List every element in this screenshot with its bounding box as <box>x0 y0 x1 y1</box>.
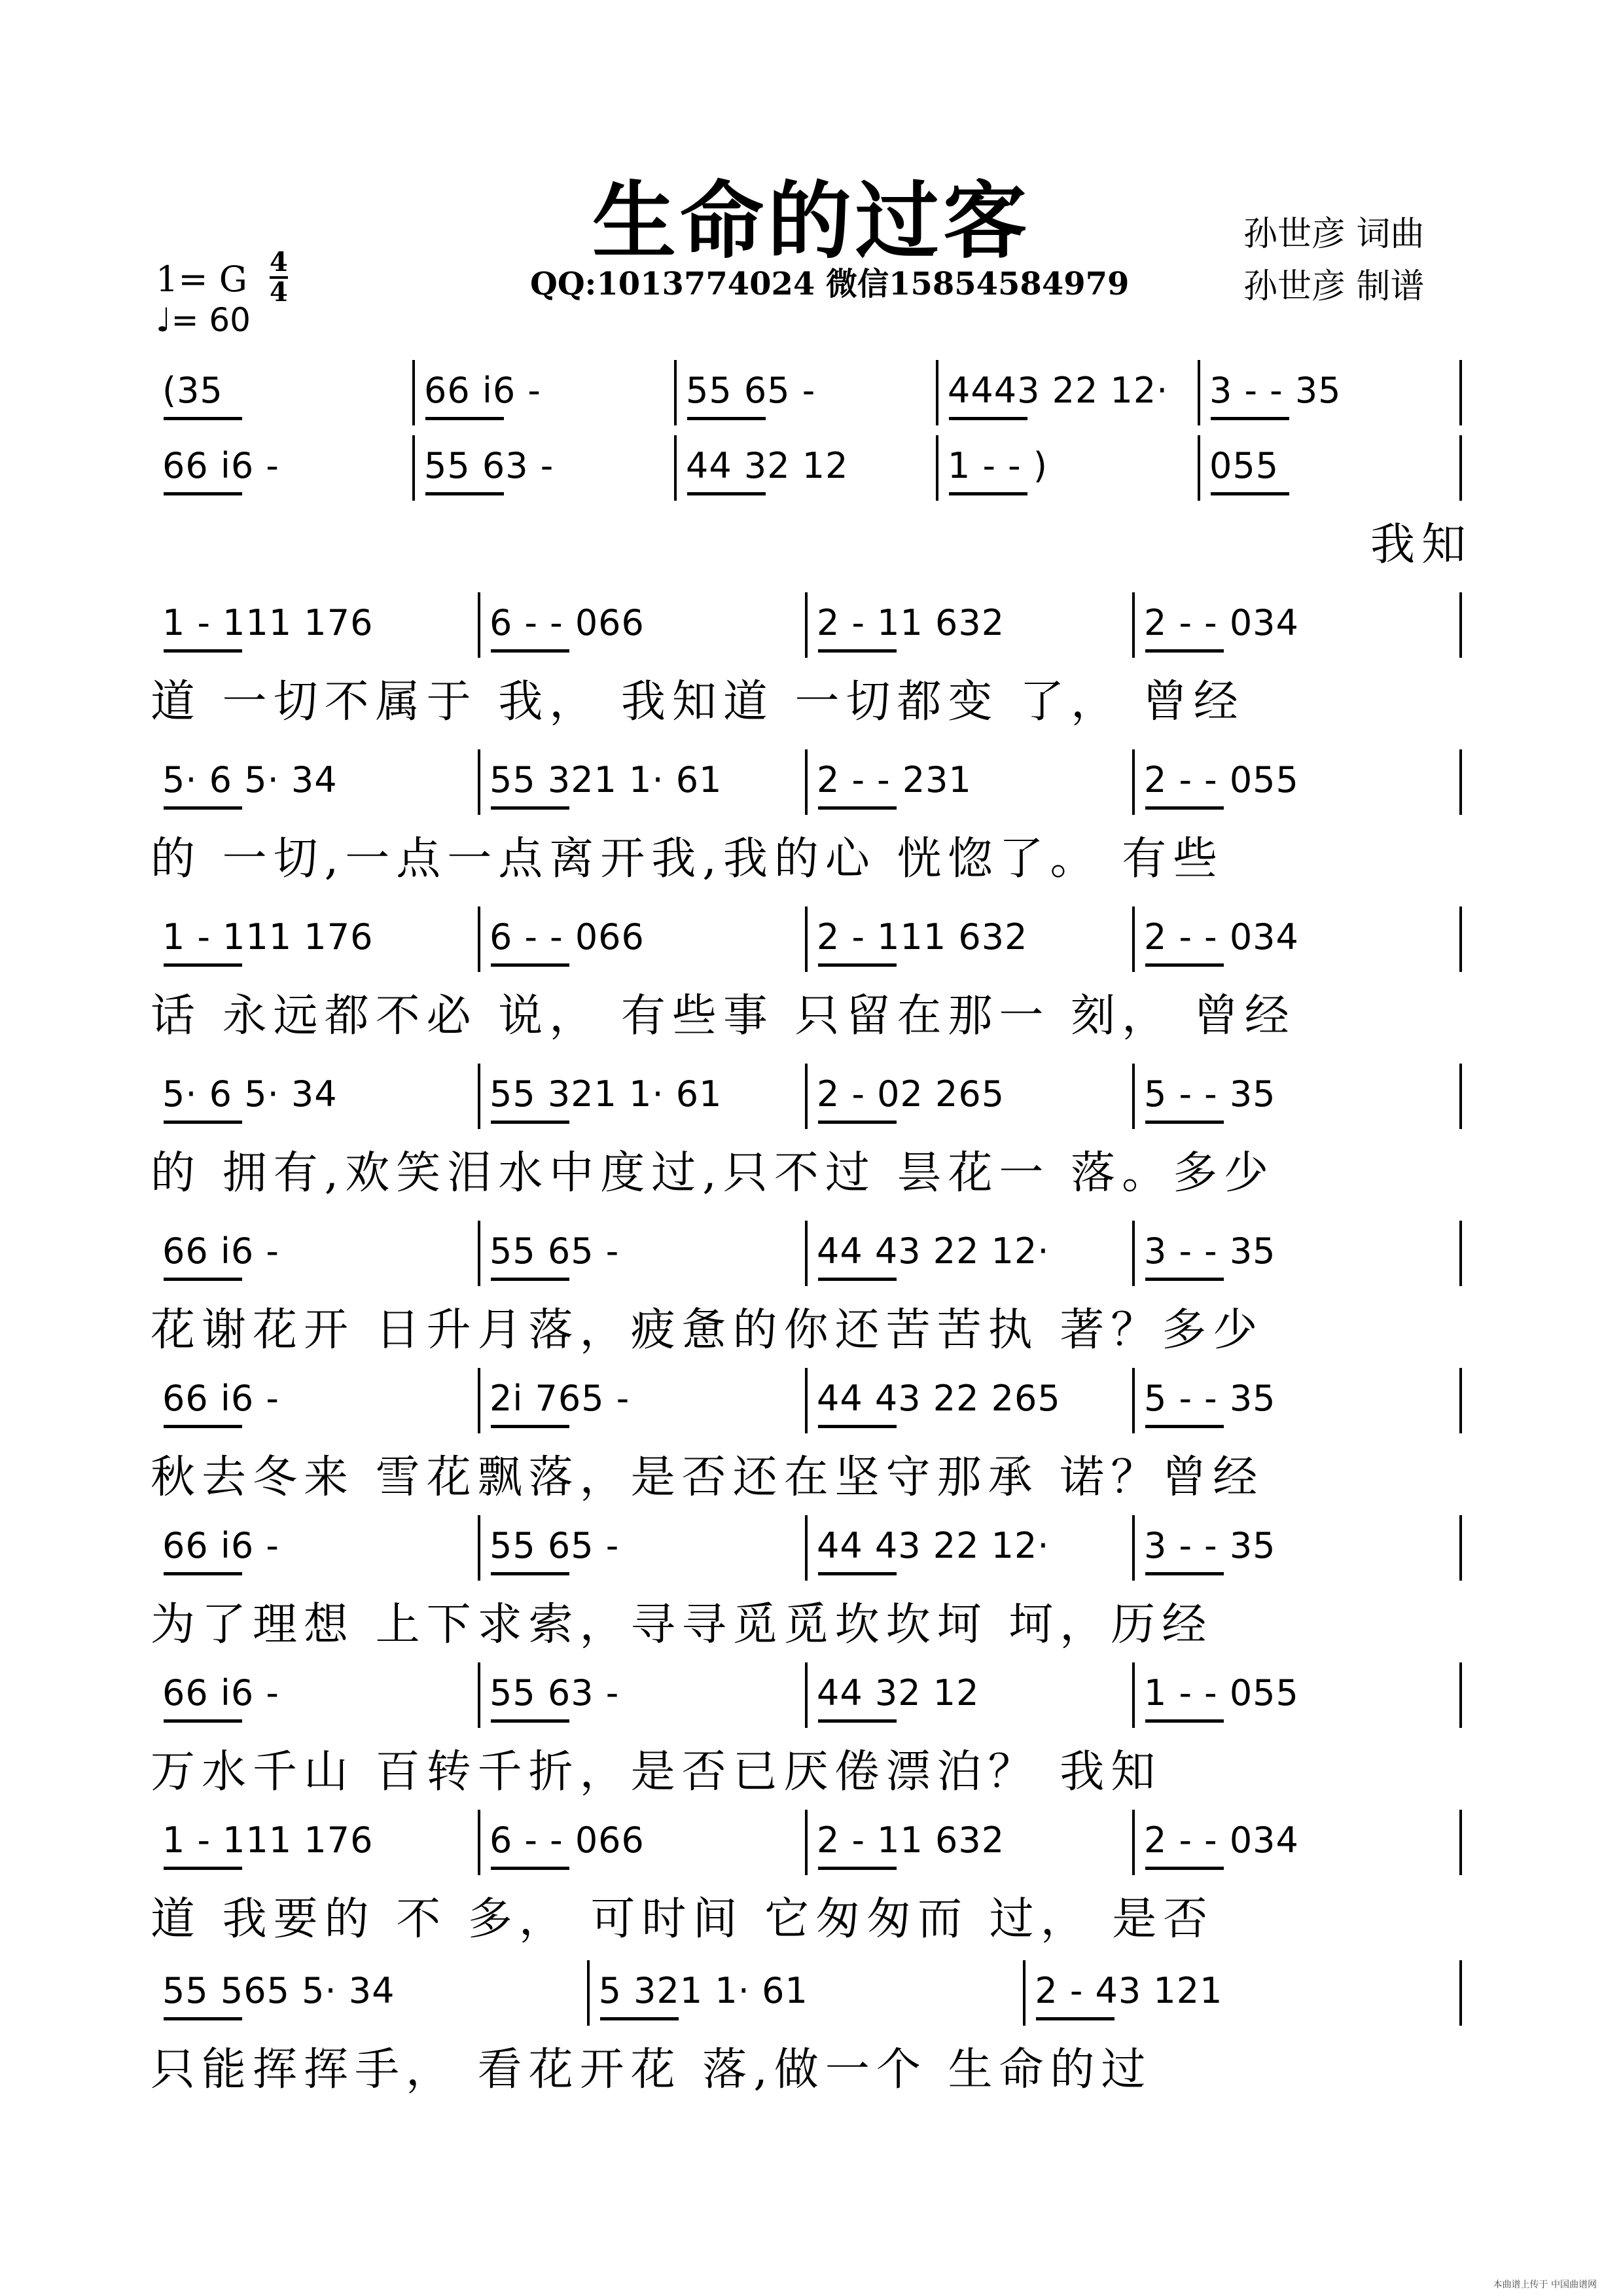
measure: 5· 6 5· 34 <box>162 1073 338 1115</box>
tempo-marking: ♩= 60 <box>156 301 251 339</box>
beam-underline <box>164 649 242 653</box>
barline <box>936 360 938 425</box>
barline <box>1198 360 1200 425</box>
note-row <box>151 1365 1472 1443</box>
lyric-line: 道 一切不属于 我， 我知道 一切都变 了， 曾经 <box>151 676 1245 728</box>
measure: 3 - - 35 <box>1209 370 1342 411</box>
beam-underline <box>164 417 242 420</box>
barline <box>587 1960 590 2026</box>
barline <box>1132 1515 1135 1581</box>
measure: 2 - - 034 <box>1144 916 1299 958</box>
barline <box>936 435 938 501</box>
beam-underline <box>164 1425 242 1428</box>
barline <box>1132 1064 1135 1129</box>
measure: 66 i6 - <box>162 1525 279 1566</box>
barline <box>1023 1960 1026 2026</box>
measure: 66 i6 - <box>424 370 541 411</box>
beam-underline <box>491 1867 569 1870</box>
beam-underline <box>164 1278 242 1281</box>
barline <box>674 435 677 501</box>
barline <box>478 1064 480 1129</box>
measure: 66 i6 - <box>162 445 279 486</box>
beam-underline <box>1145 1867 1224 1870</box>
barline <box>805 592 808 658</box>
measure: 55 63 - <box>424 445 554 486</box>
beam-underline <box>164 963 242 967</box>
measure: 2 - 111 632 <box>817 916 1028 958</box>
measure: 6 - - 066 <box>490 602 645 643</box>
measure: 66 i6 - <box>162 1378 279 1419</box>
measure: 5· 6 5· 34 <box>162 759 338 800</box>
measure: 1 - 111 176 <box>162 602 374 643</box>
measure: 1 - - 055 <box>1144 1672 1299 1713</box>
measure: 66 i6 - <box>162 1672 279 1713</box>
measure: 2i 765 - <box>490 1378 630 1419</box>
note-row <box>151 432 1472 511</box>
credit-lyrics-music: 孙世彦 词曲 <box>1243 215 1425 254</box>
beam-underline <box>164 806 242 810</box>
song-title: 生命的过客 <box>592 172 1031 270</box>
beam-underline <box>1036 2017 1115 2020</box>
beam-underline <box>687 492 766 495</box>
measure: 2 - - 034 <box>1144 1820 1299 1861</box>
beam-underline <box>164 1121 242 1124</box>
barline <box>478 592 480 658</box>
beam-underline <box>491 1278 569 1281</box>
time-top: 4 <box>270 247 288 278</box>
beam-underline <box>491 963 569 967</box>
beam-underline <box>491 649 569 653</box>
measure: 6 - - 066 <box>490 1820 645 1861</box>
barline <box>1132 1368 1135 1433</box>
note-row <box>151 1060 1472 1139</box>
note-row <box>151 589 1472 668</box>
measure: 3 - - 35 <box>1144 1230 1276 1272</box>
measure: 5 - - 35 <box>1144 1378 1276 1419</box>
barline <box>1459 360 1462 425</box>
measure: 44 32 12 <box>686 445 849 486</box>
measure: 2 - - 231 <box>817 759 972 800</box>
time-signature <box>270 249 288 306</box>
beam-underline <box>1145 1572 1224 1575</box>
measure: 4443 22 12· <box>948 370 1169 411</box>
beam-underline <box>1145 806 1224 810</box>
barline <box>1459 1810 1462 1875</box>
beam-underline <box>1211 492 1289 495</box>
measure: 6 - - 066 <box>490 916 645 958</box>
measure: 55 65 - <box>490 1230 620 1272</box>
beam-underline <box>1145 1425 1224 1428</box>
measure: 5 321 1· 61 <box>598 1970 808 2011</box>
barline <box>1198 435 1200 501</box>
barline <box>805 1368 808 1433</box>
measure: 44 43 22 265 <box>817 1378 1061 1419</box>
note-row <box>151 1512 1472 1590</box>
beam-underline <box>164 492 242 495</box>
note-row <box>151 357 1472 435</box>
beam-underline <box>164 2017 242 2020</box>
beam-underline <box>491 806 569 810</box>
beam-underline <box>164 1867 242 1870</box>
beam-underline <box>949 417 1027 420</box>
beam-underline <box>818 649 897 653</box>
barline <box>1459 1960 1462 2026</box>
barline <box>805 1064 808 1129</box>
barline <box>1459 1064 1462 1129</box>
measure: 55 65 - <box>686 370 816 411</box>
barline <box>1459 435 1462 501</box>
measure: 44 43 22 12· <box>817 1230 1050 1272</box>
lyric-line: 为了理想 上下求索，寻寻觅觅坎坎坷 坷，历经 <box>151 1599 1213 1651</box>
lyric-line: 的 一切,一点一点离开我,我的心 恍惚了。 有些 <box>151 833 1224 885</box>
beam-underline <box>818 1867 897 1870</box>
barline <box>1459 906 1462 972</box>
beam-underline <box>425 417 504 420</box>
measure: 55 321 1· 61 <box>490 1073 722 1115</box>
beam-underline <box>1145 1719 1224 1723</box>
time-bottom: 4 <box>270 277 288 308</box>
measure: 55 65 - <box>490 1525 620 1566</box>
measure: 055 <box>1209 445 1279 486</box>
beam-underline <box>1145 963 1224 967</box>
measure: 44 32 12 <box>817 1672 980 1713</box>
measure: 1 - 111 176 <box>162 1820 374 1861</box>
beam-underline <box>818 1572 897 1575</box>
key-signature: 1= G <box>156 259 247 300</box>
barline <box>1459 592 1462 658</box>
beam-underline <box>164 1572 242 1575</box>
barline <box>478 1368 480 1433</box>
lyric-line: 花谢花开 日升月落，疲惫的你还苦苦执 著？多少 <box>151 1304 1264 1356</box>
beam-underline <box>687 417 766 420</box>
barline <box>805 1221 808 1286</box>
lyric-line: 秋去冬来 雪花飘落，是否还在坚守那承 诺？曾经 <box>151 1452 1264 1503</box>
barline <box>478 1515 480 1581</box>
lyric-line: 我知 <box>1370 519 1472 571</box>
beam-underline <box>1211 417 1289 420</box>
beam-underline <box>1145 649 1224 653</box>
barline <box>478 1810 480 1875</box>
measure: 2 - - 055 <box>1144 759 1299 800</box>
credit-score: 孙世彦 制谱 <box>1243 267 1425 306</box>
measure: (35 <box>162 370 223 411</box>
lyric-line: 话 永远都不必 说， 有些事 只留在那一 刻， 曾经 <box>151 990 1296 1042</box>
barline <box>1459 1368 1462 1433</box>
lyric-line: 的 拥有,欢笑泪水中度过,只不过 昙花一 落。多少 <box>151 1147 1275 1199</box>
barline <box>1132 1662 1135 1728</box>
measure: 44 43 22 12· <box>817 1525 1050 1566</box>
beam-underline <box>818 1719 897 1723</box>
measure: 5 - - 35 <box>1144 1073 1276 1115</box>
beam-underline <box>491 1572 569 1575</box>
barline <box>674 360 677 425</box>
beam-underline <box>1145 1278 1224 1281</box>
barline <box>1132 749 1135 815</box>
note-row <box>151 1806 1472 1885</box>
beam-underline <box>1145 1121 1224 1124</box>
barline <box>805 1515 808 1581</box>
contact-info: QQ:1013774024 微信15854584979 <box>530 266 1130 302</box>
measure: 55 565 5· 34 <box>162 1970 395 2011</box>
measure: 2 - 11 632 <box>817 1820 1005 1861</box>
barline <box>1132 906 1135 972</box>
beam-underline <box>818 1121 897 1124</box>
beam-underline <box>818 1425 897 1428</box>
measure: 55 321 1· 61 <box>490 759 722 800</box>
footer-credit: 本曲谱上传于 中国曲谱网 <box>1493 2280 1597 2290</box>
measure: 1 - - ) <box>948 445 1048 486</box>
beam-underline <box>949 492 1027 495</box>
barline <box>1459 1662 1462 1728</box>
barline <box>805 1662 808 1728</box>
measure: 2 - 02 265 <box>817 1073 1005 1115</box>
barline <box>1132 592 1135 658</box>
measure: 66 i6 - <box>162 1230 279 1272</box>
barline <box>1132 1221 1135 1286</box>
beam-underline <box>491 1719 569 1723</box>
barline <box>805 749 808 815</box>
beam-underline <box>818 1278 897 1281</box>
barline <box>1459 1221 1462 1286</box>
barline <box>478 1221 480 1286</box>
beam-underline <box>491 1121 569 1124</box>
beam-underline <box>491 1425 569 1428</box>
barline <box>1459 749 1462 815</box>
note-row <box>151 1957 1472 2036</box>
barline <box>478 906 480 972</box>
measure: 3 - - 35 <box>1144 1525 1276 1566</box>
lyric-line: 万水千山 百转千折，是否已厌倦漂泊？ 我知 <box>151 1746 1162 1798</box>
note-row <box>151 903 1472 982</box>
barline <box>412 360 415 425</box>
beam-underline <box>600 2017 679 2020</box>
barline <box>1459 1515 1462 1581</box>
note-row <box>151 1659 1472 1738</box>
lyric-line: 只能挥挥手， 看花开花 落,做一个 生命的过 <box>151 2044 1152 2096</box>
beam-underline <box>164 1719 242 1723</box>
barline <box>412 435 415 501</box>
barline <box>478 1662 480 1728</box>
beam-underline <box>425 492 504 495</box>
measure: 2 - 43 121 <box>1035 1970 1223 2011</box>
barline <box>805 1810 808 1875</box>
measure: 55 63 - <box>490 1672 620 1713</box>
beam-underline <box>818 963 897 967</box>
measure: 2 - - 034 <box>1144 602 1299 643</box>
barline <box>805 906 808 972</box>
note-row <box>151 746 1472 825</box>
note-row <box>151 1217 1472 1296</box>
barline <box>1132 1810 1135 1875</box>
lyric-line: 道 我要的 不 多， 可时间 它匆匆而 过， 是否 <box>151 1893 1215 1945</box>
barline <box>478 749 480 815</box>
beam-underline <box>818 806 897 810</box>
measure: 1 - 111 176 <box>162 916 374 958</box>
measure: 2 - 11 632 <box>817 602 1005 643</box>
